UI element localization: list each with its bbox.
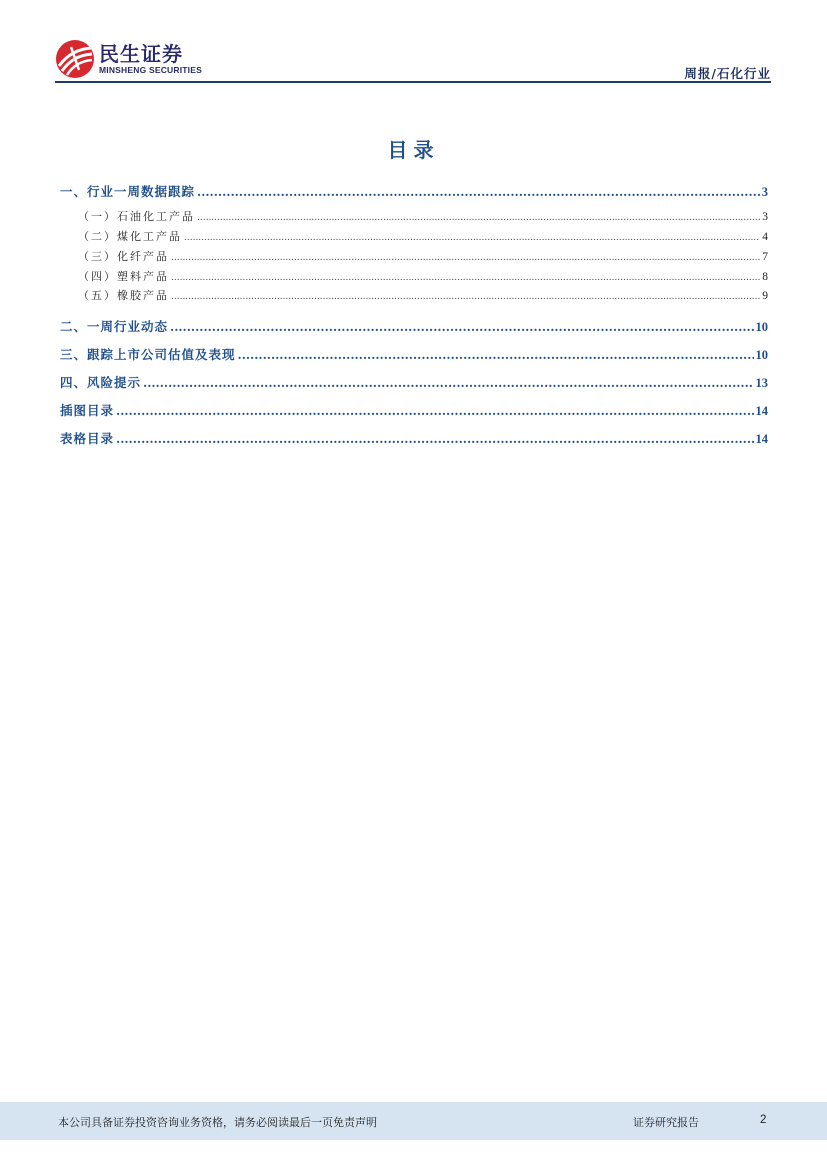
toc-entry-label: 三、跟踪上市公司估值及表现 [60,347,236,362]
toc-leader-dots [170,320,753,334]
toc-entry-label: 四、风险提示 [60,375,142,390]
footer-page-number: 2 [760,1114,767,1126]
toc-entry-page: 10 [755,348,768,362]
toc-entry-page: 10 [755,320,768,334]
toc-entry-page: 13 [755,376,768,390]
toc-entry-label: （二）煤化工产品 [78,230,182,243]
footer-doc-type: 证券研究报告 [633,1116,699,1129]
toc-leader-dots [171,273,760,283]
toc-entry-page: 7 [762,251,768,263]
report-category: 周报/石化行业 [684,66,771,81]
toc-leader-dots [197,185,760,199]
page-header [55,38,771,82]
toc-leader-dots [116,432,753,446]
toc-entry-page: 14 [755,432,768,446]
toc-entry-petrochemical[interactable] [78,208,768,224]
toc-leader-dots [184,233,760,243]
toc-leader-dots [238,348,754,362]
toc-entry-page: 3 [761,185,768,199]
toc-entry-label: 一、行业一周数据跟踪 [60,184,196,199]
toc-entry-coal-chemical[interactable] [78,228,768,244]
toc-entry-page: 14 [755,404,768,418]
toc-entry-label: 插图目录 [60,403,115,418]
minsheng-logo-icon [55,39,95,79]
toc-entry-page: 3 [762,211,768,223]
toc-entry-industry-news[interactable] [60,317,768,335]
toc-entry-label: （一）石油化工产品 [78,210,195,223]
company-logo [55,38,202,80]
footer-disclaimer: 本公司具备证券投资咨询业务资格，请务必阅读最后一页免责声明 [58,1116,377,1129]
toc-leader-dots [171,292,760,302]
toc-entry-label: （五）橡胶产品 [78,289,169,302]
toc-leader-dots [143,376,753,390]
toc-title: 目录 [387,138,440,162]
toc-entry-label: 表格目录 [60,431,115,446]
logo-english-name: MINSHENG SECURITIES [99,64,202,75]
page-footer [0,1102,827,1140]
toc-entry-label: 二、一周行业动态 [60,319,169,334]
toc-entry-label: （三）化纤产品 [78,250,169,263]
toc-entry-page: 9 [762,290,768,302]
toc-entry-plastics[interactable] [78,268,768,284]
toc-entry-page: 8 [762,271,768,283]
toc-entry-table-list[interactable] [60,429,768,447]
logo-chinese-name: 民生证券 [99,41,183,66]
toc-entry-label: （四）塑料产品 [78,270,169,283]
toc-entry-risk-warning[interactable] [60,373,768,391]
toc-entry-rubber[interactable] [78,287,768,303]
toc-leader-dots [171,253,760,263]
toc-leader-dots [197,213,760,223]
toc-entry-company-valuation[interactable] [60,345,768,363]
toc-entry-data-tracking[interactable] [60,182,768,200]
toc-entry-figure-list[interactable] [60,401,768,419]
header-divider [55,81,771,83]
toc-leader-dots [116,404,753,418]
toc-entry-chemical-fiber[interactable] [78,248,768,264]
toc-entry-page: 4 [762,231,768,243]
